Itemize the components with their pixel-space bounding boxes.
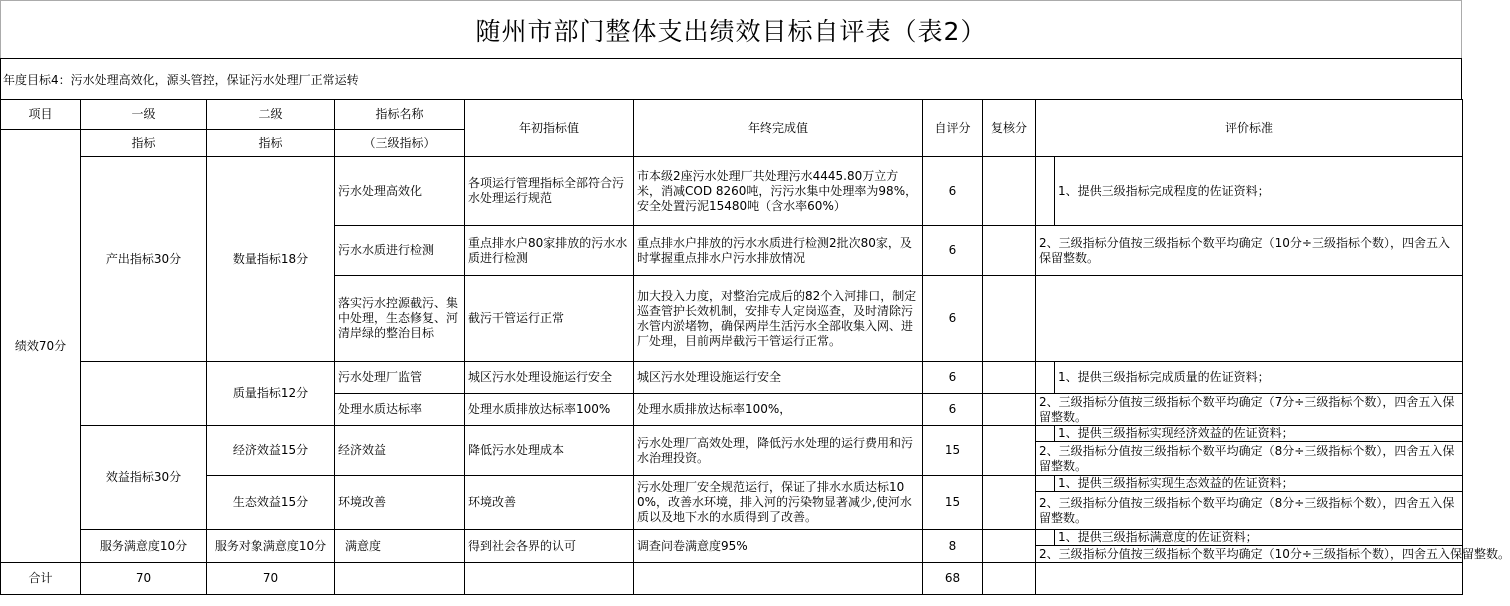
quality-indicator: 质量指标12分 — [207, 362, 335, 426]
indicator-name: 落实污水控源截污、集中处理，生态修复、河清岸绿的整治目标 — [335, 276, 465, 362]
criteria-economic-1: 1、提供三级指标实现经济效益的佐证资料； — [1055, 426, 1463, 442]
indicator-name: 处理水质达标率 — [335, 394, 465, 426]
review-score — [983, 362, 1036, 394]
self-score: 6 — [923, 276, 983, 362]
header-row-1 — [1, 100, 1463, 130]
initial-value: 环境改善 — [465, 476, 634, 530]
indicator-name: 满意度 — [335, 530, 465, 563]
review-score — [983, 276, 1036, 362]
header-level2: 二级 — [207, 100, 335, 130]
table-row — [1, 530, 1463, 546]
initial-value: 降低污水处理成本 — [465, 426, 634, 476]
self-score: 15 — [923, 426, 983, 476]
header-final-value: 年终完成值 — [634, 100, 923, 157]
service-satisfaction: 服务满意度10分 — [81, 530, 207, 563]
quantity-indicator: 数量指标18分 — [207, 157, 335, 362]
header-project: 项目 — [1, 100, 81, 130]
header-level3: （三级指标） — [335, 130, 465, 157]
header-level1-sub: 指标 — [81, 130, 207, 157]
total-self-score: 68 — [923, 563, 983, 595]
header-indicator-name: 指标名称 — [335, 100, 465, 130]
final-value: 市本级2座污水处理厂共处理污水4445.80万立方米，消减COD 8260吨，污污水集中处理率为98%，安全处置污泥15480吨（含水率60%） — [634, 157, 923, 226]
ecological-benefit: 生态效益15分 — [207, 476, 335, 530]
total-initial-value — [465, 563, 634, 595]
self-score: 8 — [923, 530, 983, 563]
criteria-spacer — [1036, 362, 1055, 394]
initial-value: 城区污水处理设施运行安全 — [465, 362, 634, 394]
total-level2: 70 — [207, 563, 335, 595]
table-row — [1, 476, 1463, 492]
initial-value: 截污干管运行正常 — [465, 276, 634, 362]
output-indicator-empty — [81, 362, 207, 426]
final-value: 调查问卷满意度95% — [634, 530, 923, 563]
self-score: 6 — [923, 157, 983, 226]
criteria-spacer — [1036, 426, 1055, 442]
benefit-indicator: 效益指标30分 — [81, 426, 207, 530]
review-score — [983, 394, 1036, 426]
initial-value: 各项运行管理指标全部符合污水处理运行规范 — [465, 157, 634, 226]
initial-value: 重点排水户80家排放的污水水质进行检测 — [465, 226, 634, 276]
indicator-name: 环境改善 — [335, 476, 465, 530]
annual-goal: 年度目标4：污水处理高效化，源头管控，保证污水处理厂正常运转 — [0, 58, 1462, 99]
review-score — [983, 426, 1036, 476]
table-row — [1, 157, 1463, 226]
final-value: 污水处理厂高效处理，降低污水处理的运行费用和污水治理投资。 — [634, 426, 923, 476]
initial-value: 处理水质排放达标率100% — [465, 394, 634, 426]
final-value: 污水处理厂安全规范运行，保证了排水水质达标100%，改善水环境，排入河的污染物显著减少,使河水质以及地下水的水质得到了改善。 — [634, 476, 923, 530]
initial-value: 得到社会各界的认可 — [465, 530, 634, 563]
criteria-ecological-2: 2、三级指标分值按三级指标个数平均确定（8分÷三级指标个数），四舍五入保留整数。 — [1036, 492, 1463, 530]
total-final-value — [634, 563, 923, 595]
review-score — [983, 226, 1036, 276]
criteria-quality-1: 1、提供三级指标完成质量的佐证资料； — [1055, 362, 1463, 394]
header-self-score: 自评分 — [923, 100, 983, 157]
final-value: 处理水质排放达标率100%， — [634, 394, 923, 426]
total-level1: 70 — [81, 563, 207, 595]
header-criteria: 评价标准 — [1036, 100, 1463, 157]
criteria-empty — [1036, 276, 1463, 362]
criteria-quality-2: 2、三级指标分值按三级指标个数平均确定（7分÷三级指标个数），四舍五入保留整数。 — [1036, 394, 1463, 426]
output-indicator: 产出指标30分 — [81, 157, 207, 362]
criteria-spacer — [1036, 476, 1055, 492]
review-score — [983, 530, 1036, 563]
indicator-name: 污水处理厂监管 — [335, 362, 465, 394]
page-title: 随州市部门整体支出绩效目标自评表（表2） — [0, 0, 1462, 58]
table-row — [1, 362, 1463, 394]
performance-cell: 绩效70分 — [1, 130, 81, 563]
economic-benefit: 经济效益15分 — [207, 426, 335, 476]
indicator-name: 污水处理高效化 — [335, 157, 465, 226]
service-object-satisfaction: 服务对象满意度10分 — [207, 530, 335, 563]
total-review-score — [983, 563, 1036, 595]
header-review-score: 复核分 — [983, 100, 1036, 157]
criteria-satisfaction-1: 1、提供三级指标满意度的佐证资料； — [1055, 530, 1463, 546]
header-level1: 一级 — [81, 100, 207, 130]
final-value: 城区污水处理设施运行安全 — [634, 362, 923, 394]
criteria-ecological-1: 1、提供三级指标实现生态效益的佐证资料； — [1055, 476, 1463, 492]
self-score: 6 — [923, 226, 983, 276]
criteria-quantity-1: 1、提供三级指标完成程度的佐证资料； — [1055, 157, 1463, 226]
self-score: 6 — [923, 362, 983, 394]
self-score: 6 — [923, 394, 983, 426]
criteria-spacer — [1036, 530, 1055, 546]
total-label: 合计 — [1, 563, 81, 595]
total-indicator-name — [335, 563, 465, 595]
criteria-economic-2: 2、三级指标分值按三级指标个数平均确定（8分÷三级指标个数），四舍五入保留整数。 — [1036, 442, 1463, 476]
total-criteria — [1036, 563, 1463, 595]
final-value: 加大投入力度，对整治完成后的82个入河排口，制定巡查管护长效机制，安排专人定岗巡查，及时清除污水管内淤堵物，确保两岸生活污水全部收集入网、进厂处理，目前两岸截污干管运行正常。 — [634, 276, 923, 362]
evaluation-table — [0, 99, 1510, 595]
criteria-spacer — [1036, 157, 1055, 226]
self-score: 15 — [923, 476, 983, 530]
header-initial-value: 年初指标值 — [465, 100, 634, 157]
indicator-name: 污水水质进行检测 — [335, 226, 465, 276]
indicator-name: 经济效益 — [335, 426, 465, 476]
criteria-satisfaction-2: 2、三级指标分值按三级指标个数平均确定（10分÷三级指标个数），四舍五入保留整数。 — [1036, 546, 1463, 563]
final-value: 重点排水户排放的污水水质进行检测2批次80家，及时掌握重点排水户污水排放情况 — [634, 226, 923, 276]
review-score — [983, 157, 1036, 226]
table-row — [1, 426, 1463, 442]
header-level2-sub: 指标 — [207, 130, 335, 157]
review-score — [983, 476, 1036, 530]
total-row — [1, 563, 1463, 595]
criteria-quantity-2: 2、三级指标分值按三级指标个数平均确定（10分÷三级指标个数），四舍五入保留整数。 — [1036, 226, 1463, 276]
